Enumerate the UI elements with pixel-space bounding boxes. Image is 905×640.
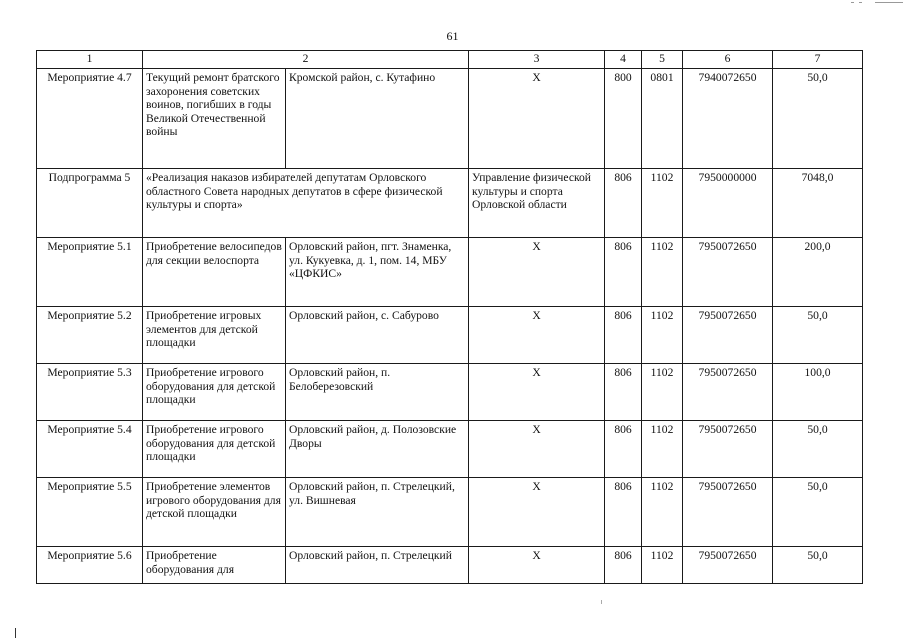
scan-artifact <box>601 600 602 604</box>
table-row <box>37 421 863 478</box>
row-col6: 7950072650 <box>683 421 773 478</box>
row-executor: Х <box>469 421 605 478</box>
header-cell: 5 <box>642 51 683 69</box>
row-col4: 800 <box>605 69 642 169</box>
row-col7: 7048,0 <box>773 169 863 238</box>
row-col7: 50,0 <box>773 69 863 169</box>
row-name: Приобретение игрового оборудования для детской площадки <box>143 364 286 421</box>
row-executor: Х <box>469 238 605 307</box>
row-col7: 100,0 <box>773 364 863 421</box>
row-name: Приобретение игрового оборудования для детской площадки <box>143 421 286 478</box>
row-code: Мероприятие 4.7 <box>37 69 143 169</box>
row-name: Приобретение игровых элементов для детской площадки <box>143 307 286 364</box>
row-executor: Х <box>469 547 605 584</box>
row-name: Приобретение велосипедов для секции велоспорта <box>143 238 286 307</box>
row-col5: 1102 <box>642 478 683 547</box>
scan-artifact <box>15 628 16 638</box>
row-col7: 50,0 <box>773 421 863 478</box>
table-row <box>37 307 863 364</box>
header-cell: 4 <box>605 51 642 69</box>
row-executor: Х <box>469 478 605 547</box>
row-col6: 7950072650 <box>683 478 773 547</box>
row-col4: 806 <box>605 478 642 547</box>
table-row <box>37 478 863 547</box>
row-executor: Х <box>469 307 605 364</box>
table-row <box>37 364 863 421</box>
row-col6: 7950072650 <box>683 238 773 307</box>
table-row <box>37 69 863 169</box>
header-cell: 1 <box>37 51 143 69</box>
row-col5: 1102 <box>642 421 683 478</box>
header-cell: 7 <box>773 51 863 69</box>
table-row <box>37 169 863 238</box>
header-cell: 2 <box>143 51 469 69</box>
row-col4: 806 <box>605 169 642 238</box>
header-row <box>37 51 863 69</box>
row-col6: 7950072650 <box>683 547 773 584</box>
row-col4: 806 <box>605 421 642 478</box>
row-code: Подпрограмма 5 <box>37 169 143 238</box>
row-col5: 1102 <box>642 547 683 584</box>
row-col7: 50,0 <box>773 478 863 547</box>
row-name: Текущий ремонт братского захоронения советских воинов, погибших в годы Великой Отечественной войны <box>143 69 286 169</box>
header-cell: 6 <box>683 51 773 69</box>
scan-mark <box>845 0 905 4</box>
row-location: Кромской район, с. Кутафино <box>286 69 469 169</box>
row-executor: Х <box>469 69 605 169</box>
row-name: Приобретение элементов игрового оборудования для детской площадки <box>143 478 286 547</box>
row-col7: 50,0 <box>773 547 863 584</box>
budget-table <box>36 50 863 584</box>
row-col6: 7950000000 <box>683 169 773 238</box>
row-col4: 806 <box>605 364 642 421</box>
header-cell: 3 <box>469 51 605 69</box>
row-code: Мероприятие 5.2 <box>37 307 143 364</box>
row-code: Мероприятие 5.5 <box>37 478 143 547</box>
row-location: Орловский район, д. Полозовские Дворы <box>286 421 469 478</box>
row-col5: 1102 <box>642 307 683 364</box>
row-name: Приобретение оборудования для <box>143 547 286 584</box>
row-col5: 1102 <box>642 364 683 421</box>
row-col4: 806 <box>605 307 642 364</box>
row-code: Мероприятие 5.4 <box>37 421 143 478</box>
row-col5: 1102 <box>642 169 683 238</box>
row-code: Мероприятие 5.1 <box>37 238 143 307</box>
row-col5: 0801 <box>642 69 683 169</box>
row-col5: 1102 <box>642 238 683 307</box>
row-col4: 806 <box>605 238 642 307</box>
row-col6: 7940072650 <box>683 69 773 169</box>
row-location: Орловский район, с. Сабурово <box>286 307 469 364</box>
row-location: Орловский район, п. Стрелецкий, ул. Вишневая <box>286 478 469 547</box>
row-location: Орловский район, п. Белоберезовский <box>286 364 469 421</box>
row-col6: 7950072650 <box>683 307 773 364</box>
row-location: Орловский район, пгт. Знаменка, ул. Кукуевка, д. 1, пом. 14, МБУ «ЦФКИС» <box>286 238 469 307</box>
row-executor: Управление физической культуры и спорта Орловской области <box>469 169 605 238</box>
row-code: Мероприятие 5.3 <box>37 364 143 421</box>
row-location: Орловский район, п. Стрелецкий <box>286 547 469 584</box>
row-executor: Х <box>469 364 605 421</box>
table-row <box>37 547 863 584</box>
row-name: «Реализация наказов избирателей депутатам Орловского областного Совета народных депутатов в сфере физической культуры и спорта» <box>143 169 469 238</box>
row-col6: 7950072650 <box>683 364 773 421</box>
row-col7: 50,0 <box>773 307 863 364</box>
row-code: Мероприятие 5.6 <box>37 547 143 584</box>
row-col4: 806 <box>605 547 642 584</box>
page-number: 61 <box>446 29 459 43</box>
table-row <box>37 238 863 307</box>
row-col7: 200,0 <box>773 238 863 307</box>
